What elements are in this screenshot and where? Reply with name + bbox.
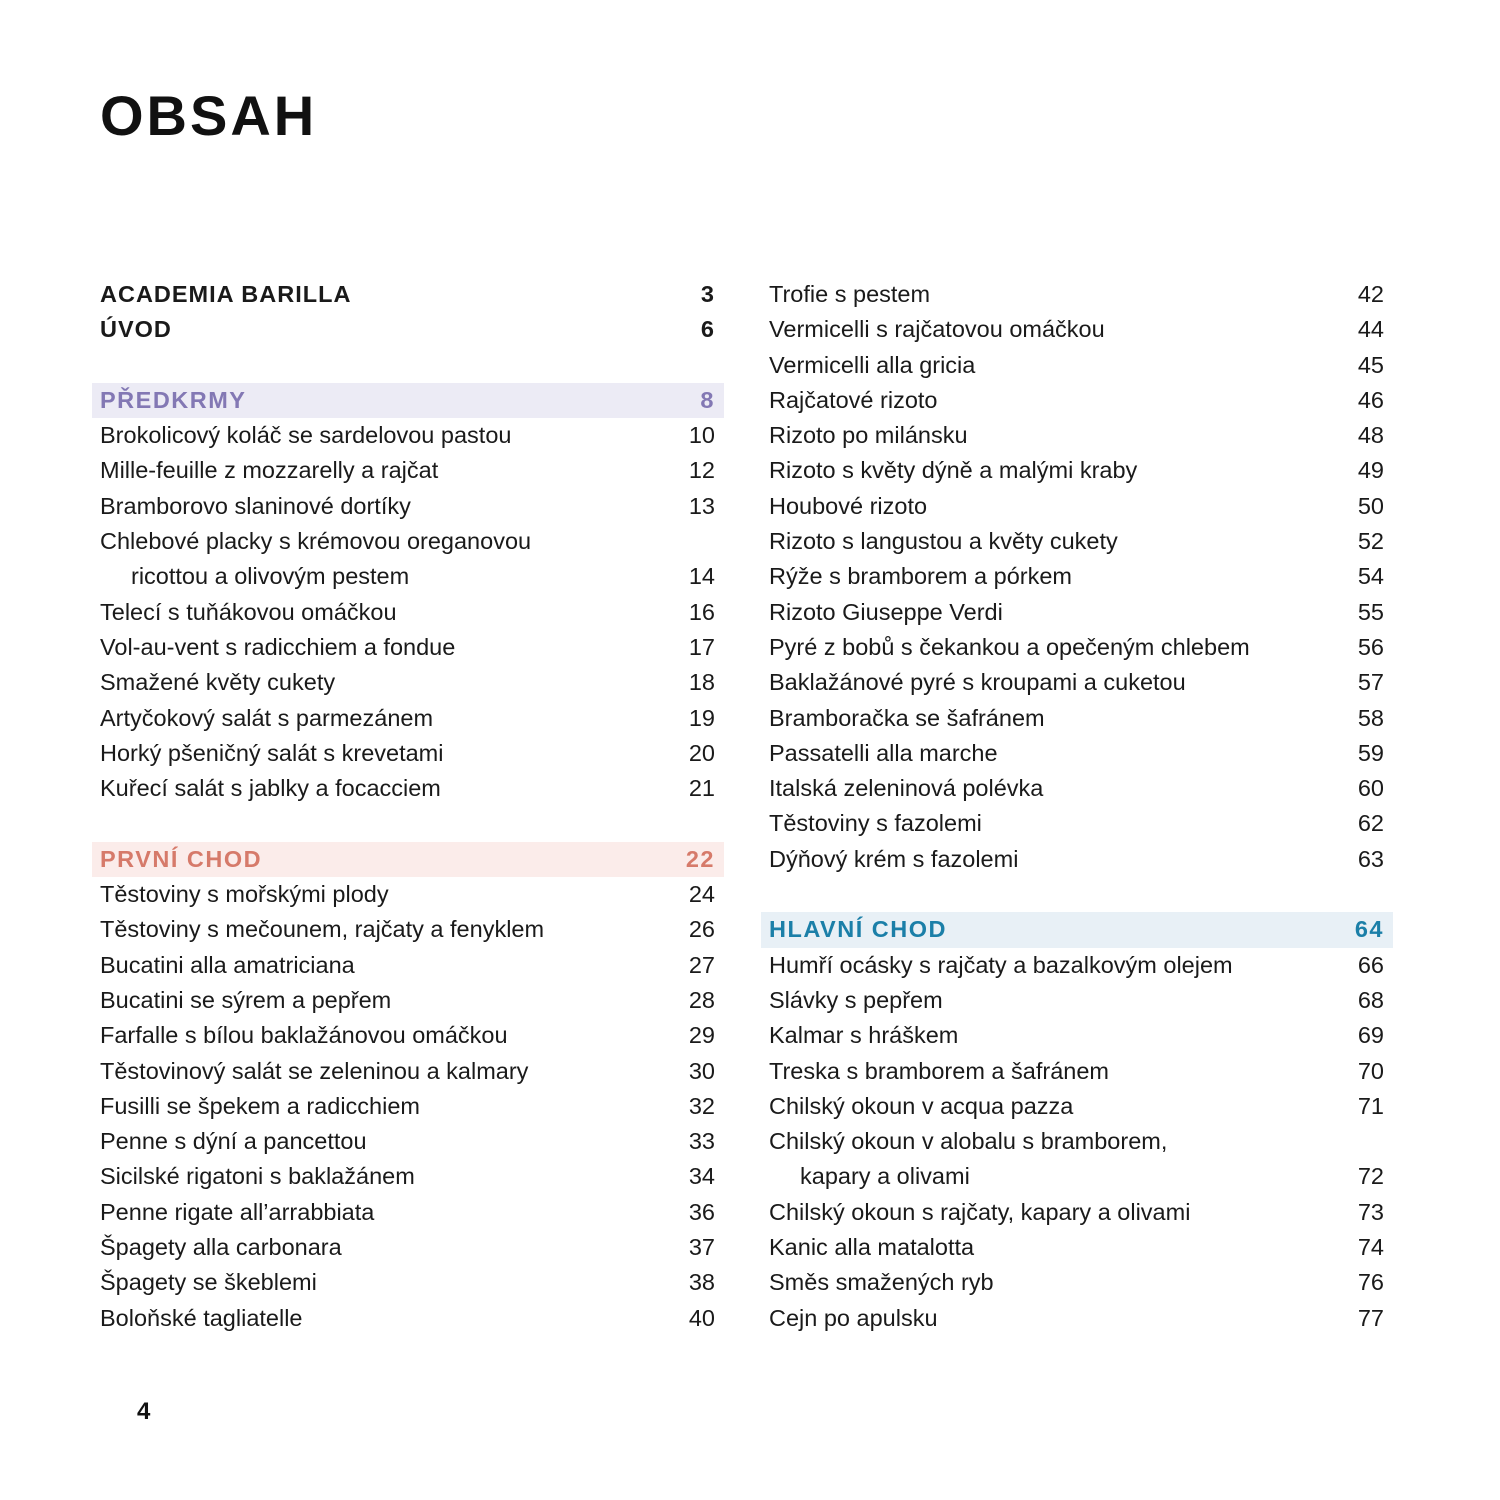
toc-entry-title: Těstoviny s mořskými plody [100, 881, 389, 908]
toc-entry[interactable] [761, 983, 1393, 1018]
toc-entry[interactable] [761, 1054, 1393, 1089]
toc-entry-page: 57 [1357, 669, 1384, 696]
toc-entry[interactable] [92, 736, 724, 771]
section-spacer [761, 877, 1393, 912]
toc-entry-page: 28 [688, 986, 715, 1013]
toc-entry-title: Horký pšeničný salát s krevetami [100, 739, 444, 766]
toc-entry-page: 40 [688, 1304, 715, 1331]
toc-entry-page: 26 [688, 916, 715, 943]
toc-entry-page: 18 [688, 669, 715, 696]
toc-entry-page: 36 [688, 1198, 715, 1225]
toc-entry[interactable] [761, 524, 1393, 559]
toc-entry-title: Farfalle s bílou baklažánovou omáčkou [100, 1022, 508, 1049]
toc-entry-page: 58 [1357, 704, 1384, 731]
toc-entry-title: Bramboračka se šafránem [769, 704, 1045, 731]
toc-entry-title: Chilský okoun v alobalu s bramborem, [769, 1128, 1168, 1155]
toc-entry-title: Rizoto s květy dýně a malými kraby [769, 457, 1138, 484]
toc-entry-title: Chilský okoun s rajčaty, kapary a olivami [769, 1198, 1191, 1225]
toc-entry[interactable] [92, 524, 724, 559]
toc-entry-page: 63 [1357, 845, 1384, 872]
toc-entry-page: 73 [1357, 1198, 1384, 1225]
toc-entry[interactable] [761, 1018, 1393, 1053]
toc-entry[interactable] [92, 1054, 724, 1089]
toc-entry-title: Špagety alla carbonara [100, 1234, 342, 1261]
toc-entry-page: 76 [1357, 1269, 1384, 1296]
toc-entry-page: 6 [700, 316, 715, 343]
toc-entry-page: 14 [688, 563, 715, 590]
toc-entry-page: 42 [1357, 281, 1384, 307]
toc-entry-page: 17 [688, 633, 715, 660]
toc-entry[interactable] [92, 1195, 724, 1230]
page-number: 4 [137, 1398, 151, 1425]
toc-entry[interactable] [92, 1124, 724, 1159]
toc-entry-title: HLAVNÍ CHOD [769, 916, 947, 943]
toc-entry-title: PŘEDKRMY [100, 386, 247, 413]
toc-entry[interactable] [761, 948, 1393, 983]
toc-entry[interactable] [92, 1265, 724, 1300]
toc-entry[interactable] [761, 665, 1393, 700]
toc-entry-page: 64 [1354, 916, 1384, 943]
toc-entry-title: Pyré z bobů s čekankou a opečeným chlebem [769, 633, 1250, 660]
toc-entry-title: Humří ocásky s rajčaty a bazalkovým olejem [769, 951, 1233, 978]
toc-entry-title: Kalmar s hráškem [769, 1022, 959, 1049]
toc-entry-page: 19 [688, 704, 715, 731]
toc-entry-page: 50 [1357, 492, 1384, 519]
toc-entry-title: Boloňské tagliatelle [100, 1304, 303, 1331]
toc-entry-title: Těstoviny s mečounem, rajčaty a fenyklem [100, 916, 545, 943]
section-spacer [92, 348, 724, 383]
toc-entry-page: 46 [1357, 386, 1384, 413]
toc-entry[interactable] [761, 1195, 1393, 1230]
toc-entry-page: 69 [1357, 1022, 1384, 1049]
toc-entry-title: Telecí s tuňákovou omáčkou [100, 598, 397, 625]
toc-entry-page: 33 [688, 1128, 715, 1155]
toc-entry-page: 10 [688, 422, 715, 449]
toc-entry[interactable] [761, 771, 1393, 806]
toc-entry[interactable] [761, 842, 1393, 877]
toc-entry-title: Sicilské rigatoni s baklažánem [100, 1163, 415, 1190]
toc-section-heading[interactable] [92, 842, 724, 877]
toc-entry-title: Vermicelli s rajčatovou omáčkou [769, 316, 1105, 343]
toc-entry-page: 60 [1357, 775, 1384, 802]
toc-entry-title: Rizoto Giuseppe Verdi [769, 598, 1003, 625]
toc-entry[interactable] [92, 877, 724, 912]
toc-entry-page: 37 [688, 1234, 715, 1261]
toc-entry[interactable] [92, 1230, 724, 1265]
toc-entry[interactable] [92, 1301, 724, 1336]
toc-entry-title: Chlebové placky s krémovou oreganovou [100, 528, 532, 555]
toc-entry-title: Trofie s pestem [769, 281, 931, 307]
toc-entry-page: 34 [688, 1163, 715, 1190]
toc-entry-title: Špagety se škeblemi [100, 1269, 317, 1296]
toc-entry-title: Brokolicový koláč se sardelovou pastou [100, 422, 512, 449]
toc-entry-continuation[interactable] [761, 1159, 1393, 1194]
toc-entry-page: 48 [1357, 422, 1384, 449]
toc-entry-page: 55 [1357, 598, 1384, 625]
toc-entry-title: Mille-feuille z mozzarelly a rajčat [100, 457, 439, 484]
toc-entry-page: 20 [688, 739, 715, 766]
toc-entry-title: Kuřecí salát s jablky a focacciem [100, 775, 441, 802]
section-spacer [92, 806, 724, 841]
toc-entry[interactable] [761, 1301, 1393, 1336]
toc-entry[interactable] [92, 595, 724, 630]
toc-entry-title: kapary a olivami [800, 1163, 970, 1190]
toc-entry-title: Baklažánové pyré s kroupami a cuketou [769, 669, 1186, 696]
toc-entry-title: Kanic alla matalotta [769, 1234, 975, 1261]
toc-entry-title: Rajčatové rizoto [769, 386, 938, 413]
toc-entry-title: Bramborovo slaninové dortíky [100, 492, 411, 519]
toc-entry-page: 52 [1357, 528, 1384, 555]
toc-entry-page: 66 [1357, 951, 1384, 978]
toc-entry[interactable] [761, 701, 1393, 736]
toc-entry-title: Artyčokový salát s parmezánem [100, 704, 434, 731]
toc-top-entry[interactable] [92, 312, 724, 347]
toc-entry-title: Rizoto s langustou a květy cukety [769, 528, 1118, 555]
toc-entry-title: Rizoto po milánsku [769, 422, 968, 449]
toc-entry-title: Těstovinový salát se zeleninou a kalmary [100, 1057, 529, 1084]
toc-entry[interactable] [761, 1124, 1393, 1159]
toc-entry[interactable] [92, 665, 724, 700]
toc-section-heading[interactable] [92, 383, 724, 418]
toc-section-heading[interactable] [761, 912, 1393, 947]
toc-entry[interactable] [92, 489, 724, 524]
toc-entry[interactable] [761, 630, 1393, 665]
toc-entry[interactable] [92, 1018, 724, 1053]
toc-entry-page: 62 [1357, 810, 1384, 837]
toc-entry[interactable] [761, 312, 1393, 347]
toc-entry[interactable] [761, 348, 1393, 383]
toc-entry-title: ÚVOD [100, 316, 172, 343]
toc-entry[interactable] [761, 418, 1393, 453]
toc-entry-page: 30 [688, 1057, 715, 1084]
toc-entry-title: Treska s bramborem a šafránem [769, 1057, 1109, 1084]
toc-entry-continuation[interactable] [92, 559, 724, 594]
toc-entry-page: 45 [1357, 351, 1384, 378]
toc-entry-title: Bucatini alla amatriciana [100, 951, 355, 978]
toc-entry-page: 27 [688, 951, 715, 978]
toc-entry-page: 71 [1357, 1092, 1384, 1119]
toc-entry[interactable] [761, 1089, 1393, 1124]
toc-entry-title: Cejn po apulsku [769, 1304, 938, 1331]
toc-entry-page: 68 [1357, 986, 1384, 1013]
toc-entry-page: 13 [688, 492, 715, 519]
toc-entry-page: 56 [1357, 633, 1384, 660]
toc-entry-title: Těstoviny s fazolemi [769, 810, 982, 837]
toc-entry[interactable] [761, 559, 1393, 594]
toc-entry-page: 44 [1357, 316, 1384, 343]
toc-entry-title: Penne s dýní a pancettou [100, 1128, 367, 1155]
toc-entry[interactable] [92, 771, 724, 806]
toc-entry-page: 8 [700, 386, 715, 413]
toc-entry-page: 24 [688, 881, 715, 908]
toc-entry[interactable] [761, 277, 1393, 312]
toc-top-entry[interactable] [92, 277, 724, 312]
toc-entry-title: Slávky s pepřem [769, 986, 943, 1013]
toc-entry[interactable] [761, 453, 1393, 488]
toc-entry-page: 3 [700, 281, 715, 307]
toc-entry-title: Bucatini se sýrem a pepřem [100, 986, 392, 1013]
toc-entry[interactable] [761, 595, 1393, 630]
toc-entry-title: Dýňový krém s fazolemi [769, 845, 1019, 872]
toc-entry[interactable] [761, 1265, 1393, 1300]
toc-entry[interactable] [92, 701, 724, 736]
toc-entry-title: Houbové rizoto [769, 492, 928, 519]
toc-entry[interactable] [92, 912, 724, 947]
toc-entry[interactable] [92, 418, 724, 453]
toc-entry-page: 59 [1357, 739, 1384, 766]
toc-entry-page: 77 [1357, 1304, 1384, 1331]
toc-entry-title: Penne rigate all’arrabbiata [100, 1198, 375, 1225]
toc-entry-title: PRVNÍ CHOD [100, 845, 263, 872]
toc-entry-page: 70 [1357, 1057, 1384, 1084]
toc-entry[interactable] [761, 736, 1393, 771]
toc-entry-page: 12 [688, 457, 715, 484]
toc-entry-title: ricottou a olivovým pestem [131, 563, 410, 590]
toc-entry-page: 21 [688, 775, 715, 802]
toc-entry[interactable] [92, 983, 724, 1018]
toc-entry-page: 54 [1357, 563, 1384, 590]
toc-entry-title: ACADEMIA BARILLA [100, 281, 352, 307]
toc-entry-title: Chilský okoun v acqua pazza [769, 1092, 1074, 1119]
toc-entry-page: 72 [1357, 1163, 1384, 1190]
toc-entry-title: Rýže s bramborem a pórkem [769, 563, 1072, 590]
toc-entry-page: 22 [685, 845, 715, 872]
toc-entry-title: Směs smažených ryb [769, 1269, 994, 1296]
toc-entry[interactable] [92, 948, 724, 983]
toc-entry[interactable] [761, 1230, 1393, 1265]
toc-entry[interactable] [92, 1159, 724, 1194]
toc-entry[interactable] [761, 489, 1393, 524]
toc-entry-title: Fusilli se špekem a radicchiem [100, 1092, 420, 1119]
toc-entry[interactable] [92, 630, 724, 665]
toc-entry[interactable] [761, 806, 1393, 841]
toc-entry-title: Smažené květy cukety [100, 669, 336, 696]
toc-entry[interactable] [92, 453, 724, 488]
page-title: OBSAH [100, 84, 318, 147]
toc-entry-title: Passatelli alla marche [769, 739, 998, 766]
toc-entry-page: 38 [688, 1269, 715, 1296]
toc-entry-page: 29 [688, 1022, 715, 1049]
toc-left-column [92, 277, 724, 1336]
toc-entry[interactable] [92, 1089, 724, 1124]
toc-entry-title: Italská zeleninová polévka [769, 775, 1044, 802]
toc-entry-title: Vol-au-vent s radicchiem a fondue [100, 633, 456, 660]
toc-entry-page: 16 [688, 598, 715, 625]
toc-right-column [761, 277, 1393, 1336]
toc-entry-page: 32 [688, 1092, 715, 1119]
toc-entry-page: 74 [1357, 1234, 1384, 1261]
toc-entry-title: Vermicelli alla gricia [769, 351, 976, 378]
toc-entry-page: 49 [1357, 457, 1384, 484]
toc-entry[interactable] [761, 383, 1393, 418]
